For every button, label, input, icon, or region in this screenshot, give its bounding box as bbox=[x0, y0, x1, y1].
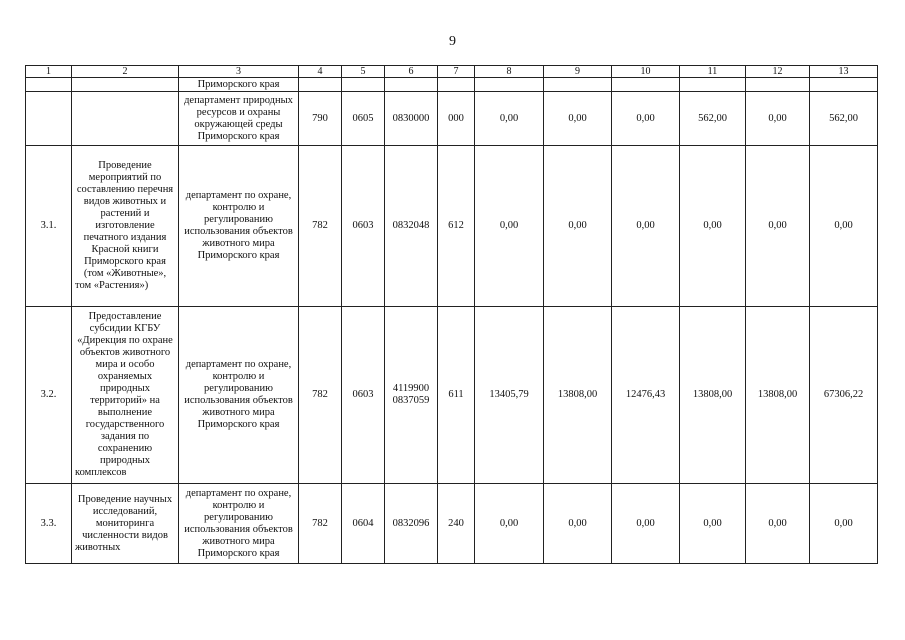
cell-value: 0,00 bbox=[544, 146, 612, 307]
header-cell: 9 bbox=[544, 66, 612, 78]
cell-value: 0,00 bbox=[612, 484, 680, 564]
cell-rzpr: 0605 bbox=[342, 92, 385, 146]
executor: департамент по охране, контролю и регулированию использования объектов животного мира Приморского края bbox=[179, 307, 299, 484]
cell-value: 0,00 bbox=[746, 146, 810, 307]
header-row bbox=[26, 66, 878, 78]
cell-vr: 240 bbox=[438, 484, 475, 564]
cell-value: 0,00 bbox=[746, 92, 810, 146]
table-row bbox=[26, 307, 878, 484]
cell-csr: 0832096 bbox=[385, 484, 438, 564]
table-row bbox=[26, 78, 878, 92]
cell-value: 0,00 bbox=[544, 92, 612, 146]
executor: департамент природных ресурсов и охраны окружающей среды Приморского края bbox=[179, 92, 299, 146]
row-number: 3.2. bbox=[26, 307, 72, 484]
row-number bbox=[26, 92, 72, 146]
cell-value bbox=[475, 78, 544, 92]
table-row bbox=[26, 484, 878, 564]
cell-value: 13808,00 bbox=[746, 307, 810, 484]
row-number bbox=[26, 78, 72, 92]
cell-rzpr: 0604 bbox=[342, 484, 385, 564]
table-row bbox=[26, 92, 878, 146]
cell-total: 562,00 bbox=[810, 92, 878, 146]
cell-value bbox=[746, 78, 810, 92]
cell-grbs bbox=[299, 78, 342, 92]
cell-vr: 000 bbox=[438, 92, 475, 146]
cell-total: 67306,22 bbox=[810, 307, 878, 484]
cell-grbs: 782 bbox=[299, 484, 342, 564]
header-cell: 8 bbox=[475, 66, 544, 78]
cell-value: 0,00 bbox=[544, 484, 612, 564]
activity-name bbox=[72, 78, 179, 92]
executor: Приморского края bbox=[179, 78, 299, 92]
header-cell: 7 bbox=[438, 66, 475, 78]
cell-vr: 612 bbox=[438, 146, 475, 307]
cell-value: 562,00 bbox=[680, 92, 746, 146]
cell-value: 13808,00 bbox=[680, 307, 746, 484]
cell-value: 0,00 bbox=[680, 484, 746, 564]
cell-total: 0,00 bbox=[810, 146, 878, 307]
cell-grbs: 782 bbox=[299, 307, 342, 484]
header-cell: 10 bbox=[612, 66, 680, 78]
cell-csr bbox=[385, 78, 438, 92]
cell-value: 12476,43 bbox=[612, 307, 680, 484]
activity-name bbox=[72, 92, 179, 146]
activity-name: Предоставление субсидии КГБУ «Дирекция по охране объектов животного мира и особо охраняемых природных территорий» на выполнение государственного задания по сохранению природных комплексов bbox=[72, 307, 179, 484]
cell-vr: 611 bbox=[438, 307, 475, 484]
header-cell: 3 bbox=[179, 66, 299, 78]
table-row bbox=[26, 146, 878, 307]
cell-rzpr bbox=[342, 78, 385, 92]
executor: департамент по охране, контролю и регулированию использования объектов животного мира Приморского края bbox=[179, 146, 299, 307]
header-cell: 2 bbox=[72, 66, 179, 78]
row-number: 3.1. bbox=[26, 146, 72, 307]
cell-value: 0,00 bbox=[680, 146, 746, 307]
cell-value: 13808,00 bbox=[544, 307, 612, 484]
cell-rzpr: 0603 bbox=[342, 146, 385, 307]
cell-value: 0,00 bbox=[612, 146, 680, 307]
cell-value: 0,00 bbox=[746, 484, 810, 564]
cell-grbs: 790 bbox=[299, 92, 342, 146]
executor: департамент по охране, контролю и регулированию использования объектов животного мира Приморского края bbox=[179, 484, 299, 564]
page-number: 9 bbox=[449, 34, 456, 49]
header-cell: 6 bbox=[385, 66, 438, 78]
row-number: 3.3. bbox=[26, 484, 72, 564]
cell-value: 0,00 bbox=[475, 92, 544, 146]
cell-value bbox=[544, 78, 612, 92]
cell-value bbox=[680, 78, 746, 92]
header-cell: 11 bbox=[680, 66, 746, 78]
cell-rzpr: 0603 bbox=[342, 307, 385, 484]
cell-csr: 4119900 0837059 bbox=[385, 307, 438, 484]
cell-total bbox=[810, 78, 878, 92]
cell-value: 0,00 bbox=[612, 92, 680, 146]
cell-csr: 0832048 bbox=[385, 146, 438, 307]
header-cell: 4 bbox=[299, 66, 342, 78]
header-cell: 12 bbox=[746, 66, 810, 78]
cell-value: 0,00 bbox=[475, 146, 544, 307]
cell-vr bbox=[438, 78, 475, 92]
cell-grbs: 782 bbox=[299, 146, 342, 307]
cell-value: 13405,79 bbox=[475, 307, 544, 484]
cell-total: 0,00 bbox=[810, 484, 878, 564]
activity-name: Проведение мероприятий по составлению перечня видов животных и растений и изготовление печатного издания Красной книги Приморского края (том «Животные», том «Растения») bbox=[72, 146, 179, 307]
cell-csr: 0830000 bbox=[385, 92, 438, 146]
activity-name: Проведение научных исследований, мониторинга численности видов животных bbox=[72, 484, 179, 564]
header-cell: 1 bbox=[26, 66, 72, 78]
header-cell: 13 bbox=[810, 66, 878, 78]
budget-table bbox=[25, 65, 878, 564]
cell-value bbox=[612, 78, 680, 92]
cell-value: 0,00 bbox=[475, 484, 544, 564]
header-cell: 5 bbox=[342, 66, 385, 78]
